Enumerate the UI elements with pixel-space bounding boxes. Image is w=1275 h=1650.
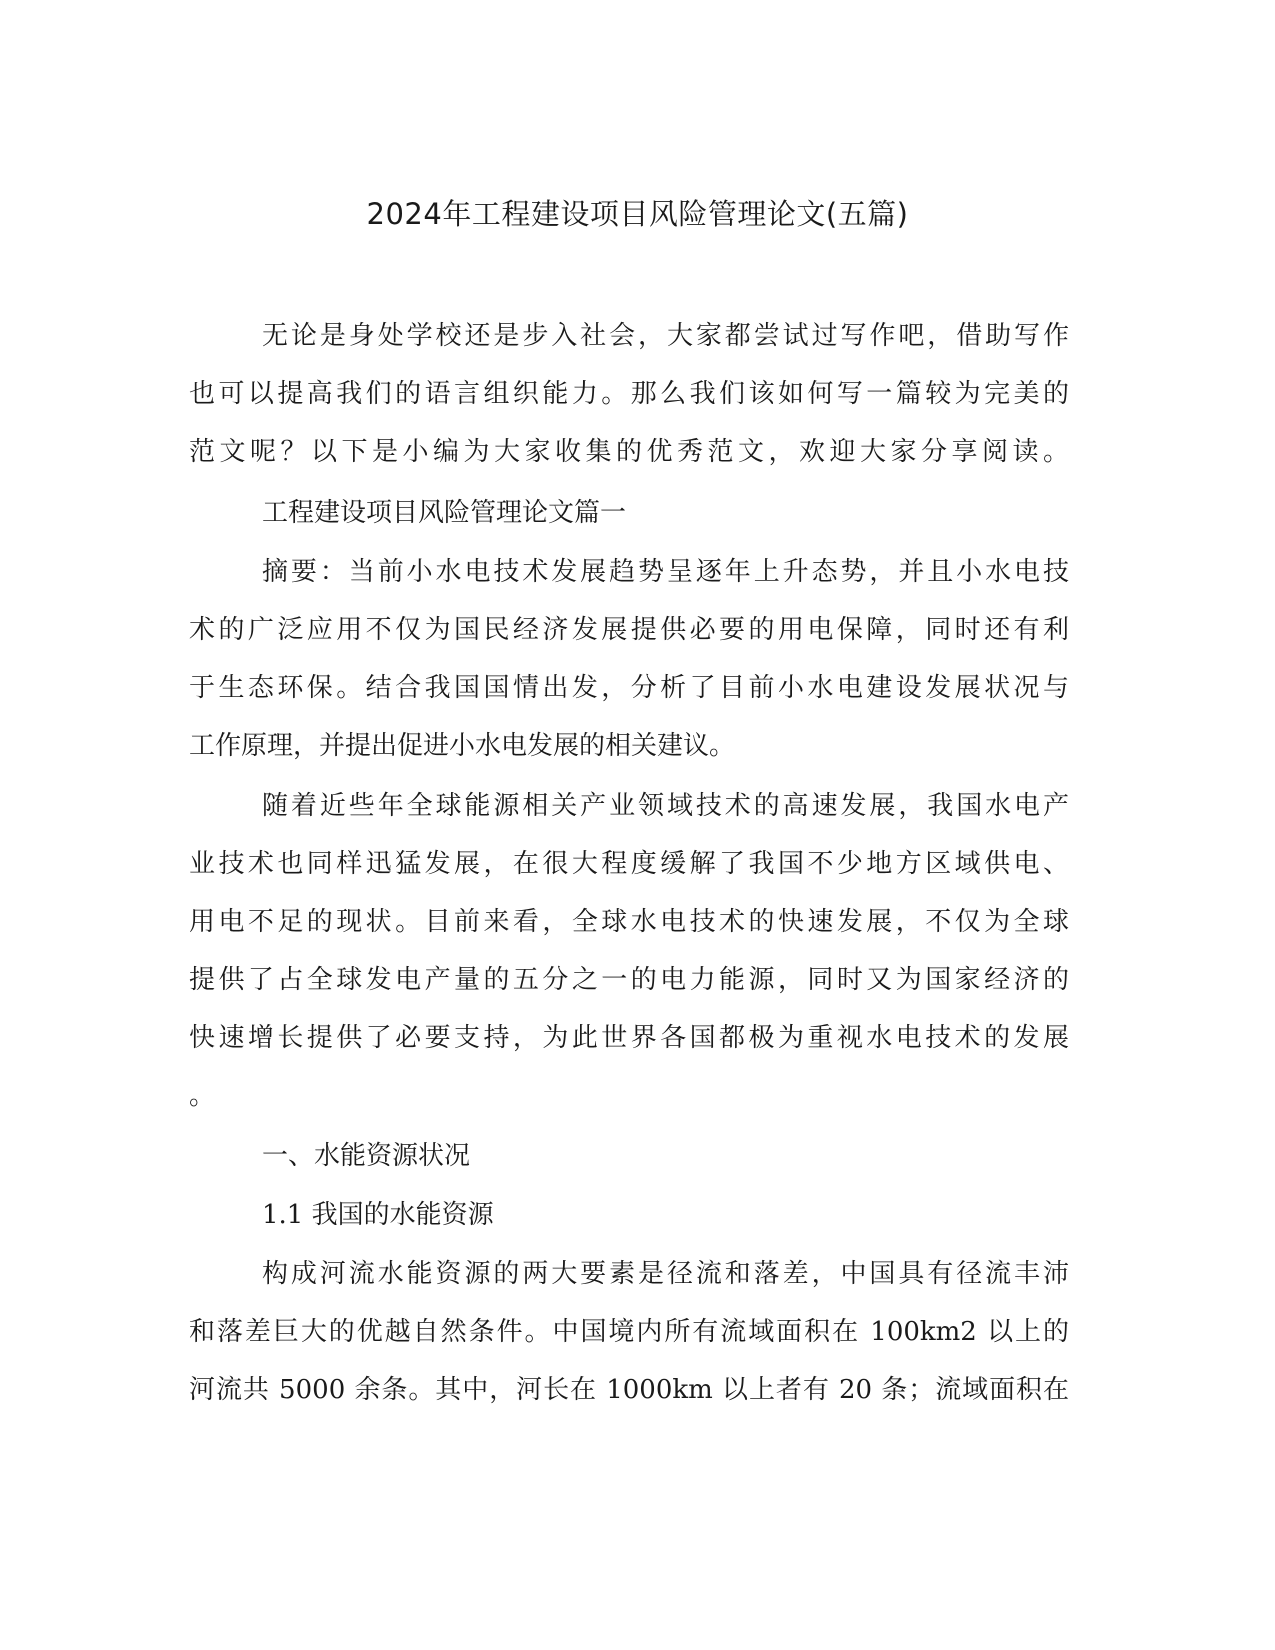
paragraph-1-line-6: 。 (189, 1081, 216, 1111)
heading-1-1: 1.1 我国的水能资源 (262, 1200, 494, 1230)
paragraph-2-line-2: 和落差巨大的优越自然条件。中国境内所有流域面积在 100km2 以上的 (189, 1317, 1069, 1347)
abstract-line-3: 于生态环保。结合我国国情出发，分析了目前小水电建设发展状况与 (189, 673, 1069, 703)
paragraph-1-line-2: 业技术也同样迅猛发展，在很大程度缓解了我国不少地方区域供电、 (189, 849, 1069, 879)
paragraph-1-line-4: 提供了占全球发电产量的五分之一的电力能源，同时又为国家经济的 (189, 965, 1069, 995)
paragraph-1-line-5: 快速增长提供了必要支持，为此世界各国都极为重视水电技术的发展 (189, 1023, 1069, 1053)
paragraph-2-line-1: 构成河流水能资源的两大要素是径流和落差，中国具有径流丰沛 (262, 1259, 1069, 1289)
intro-line-2: 也可以提高我们的语言组织能力。那么我们该如何写一篇较为完美的 (189, 379, 1069, 409)
intro-line-1: 无论是身处学校还是步入社会，大家都尝试过写作吧，借助写作 (262, 321, 1069, 351)
abstract-line-1: 摘要：当前小水电技术发展趋势呈逐年上升态势，并且小水电技 (262, 557, 1069, 587)
section-heading: 工程建设项目风险管理论文篇一 (262, 498, 627, 528)
abstract-line-2: 术的广泛应用不仅为国民经济发展提供必要的用电保障，同时还有利 (189, 615, 1069, 645)
paragraph-1-line-3: 用电不足的现状。目前来看，全球水电技术的快速发展，不仅为全球 (189, 907, 1069, 937)
heading-1: 一、水能资源状况 (262, 1141, 471, 1171)
abstract-line-4: 工作原理，并提出促进小水电发展的相关建议。 (189, 731, 736, 761)
intro-line-3: 范文呢？以下是小编为大家收集的优秀范文，欢迎大家分享阅读。 (189, 437, 1069, 467)
paragraph-2-line-3: 河流共 5000 余条。其中，河长在 1000km 以上者有 20 条；流域面积在 (189, 1375, 1069, 1405)
paragraph-1-line-1: 随着近些年全球能源相关产业领域技术的高速发展，我国水电产 (262, 791, 1069, 821)
document-title: 2024年工程建设项目风险管理论文(五篇) (366, 197, 909, 231)
